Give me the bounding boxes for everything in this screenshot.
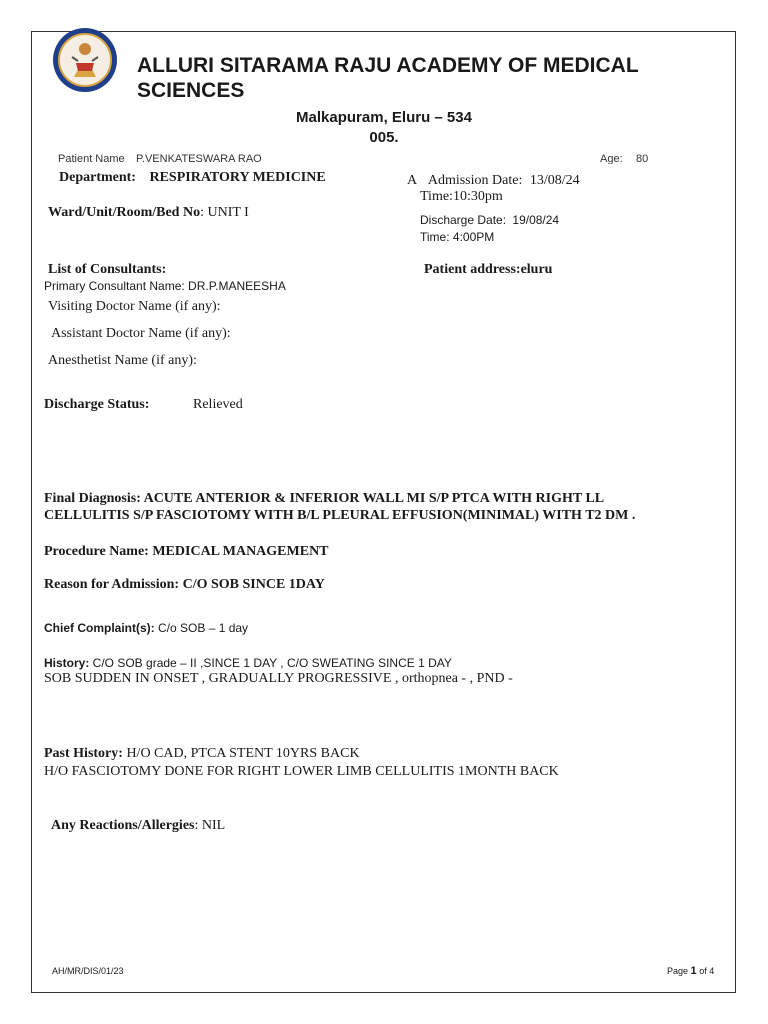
past-history-line1: H/O CAD, PTCA STENT 10YRS BACK bbox=[122, 746, 360, 761]
final-diagnosis bbox=[44, 490, 635, 524]
page-label: Page bbox=[667, 966, 689, 976]
allergies-row bbox=[51, 818, 225, 834]
ward-label: Ward/Unit/Room/Bed No bbox=[48, 205, 201, 220]
final-diagnosis-label: Final Diagnosis: bbox=[44, 491, 141, 506]
page-of-label: of bbox=[699, 966, 707, 976]
admission-time-label: Time: bbox=[420, 189, 453, 204]
procedure-label: Procedure Name: bbox=[44, 544, 149, 559]
patient-address-label: Patient address: bbox=[424, 262, 521, 277]
patient-name: P.VENKATESWARA RAO bbox=[136, 153, 262, 164]
form-code: AH/MR/DIS/01/23 bbox=[52, 966, 124, 976]
patient-address-value: eluru bbox=[520, 262, 553, 277]
admission-time: 10:30pm bbox=[452, 189, 503, 204]
admission-prefix: A bbox=[407, 173, 417, 188]
page-total: 4 bbox=[709, 966, 715, 976]
admission-date: 13/08/24 bbox=[529, 173, 580, 188]
admission-time-row bbox=[420, 189, 503, 205]
page-number bbox=[667, 965, 714, 977]
age-label: Age: bbox=[600, 153, 623, 164]
reason-value: C/O SOB SINCE 1DAY bbox=[179, 577, 325, 592]
final-diagnosis-line1: ACUTE ANTERIOR & INFERIOR WALL MI S/P PTCA WITH RIGHT LL bbox=[140, 491, 605, 506]
discharge-status-label: Discharge Status: bbox=[44, 397, 150, 412]
procedure-row bbox=[44, 544, 329, 560]
discharge-time-label: Time: bbox=[420, 230, 450, 244]
final-diagnosis-line2: CELLULITIS S/P FASCIOTOMY WITH B/L PLEURAL EFFUSION(MINIMAL) WITH T2 DM . bbox=[44, 508, 636, 523]
assistant-doctor: Assistant Doctor Name (if any): bbox=[51, 326, 231, 341]
department-value: RESPIRATORY MEDICINE bbox=[149, 170, 326, 185]
ward-value: : UNIT I bbox=[200, 205, 249, 220]
consultants-heading: List of Consultants: bbox=[48, 262, 167, 277]
history-line2: SOB SUDDEN IN ONSET , GRADUALLY PROGRESSIVE , orthopnea - , PND - bbox=[44, 671, 513, 686]
history-line1: C/O SOB grade – II ,SINCE 1 DAY , C/O SWEATING SINCE 1 DAY bbox=[89, 656, 452, 670]
discharge-time-row bbox=[420, 230, 494, 244]
discharge-time: 4:00PM bbox=[452, 230, 495, 244]
chief-complaint-label: Chief Complaint(s): bbox=[44, 621, 155, 635]
discharge-date-label: Discharge Date: bbox=[420, 213, 507, 227]
admission-date-label: Admission Date: bbox=[427, 173, 523, 188]
reason-row bbox=[44, 577, 325, 593]
institution-title-line1: ALLURI SITARAMA RAJU ACADEMY OF MEDICAL bbox=[137, 54, 639, 77]
institution-title bbox=[137, 53, 657, 103]
discharge-status-row bbox=[44, 397, 149, 413]
institution-title-line2: SCIENCES bbox=[137, 79, 245, 102]
anesthetist: Anesthetist Name (if any): bbox=[48, 353, 197, 368]
discharge-date-row bbox=[420, 213, 559, 227]
chief-complaint-row bbox=[44, 621, 248, 635]
admission-date-row bbox=[407, 173, 580, 189]
patient-name-row bbox=[57, 152, 657, 164]
patient-name-label: Patient Name bbox=[58, 153, 125, 164]
allergies-label: Any Reactions/Allergies bbox=[51, 818, 195, 833]
past-history-line2: H/O FASCIOTOMY DONE FOR RIGHT LOWER LIMB CELLULITIS 1MONTH BACK bbox=[44, 764, 559, 779]
reason-label: Reason for Admission: bbox=[44, 577, 180, 592]
procedure-value: MEDICAL MANAGEMENT bbox=[148, 544, 329, 559]
history-line1-row bbox=[44, 656, 452, 670]
primary-consultant: Primary Consultant Name: DR.P.MANEESHA bbox=[44, 279, 286, 293]
address-line1: Malkapuram, Eluru – 534 bbox=[296, 109, 472, 126]
past-history-label: Past History: bbox=[44, 746, 123, 761]
chief-complaint-value: C/o SOB – 1 day bbox=[154, 621, 249, 635]
page-current: 1 bbox=[690, 965, 697, 977]
history-label: History: bbox=[44, 656, 90, 670]
visiting-doctor: Visiting Doctor Name (if any): bbox=[48, 299, 221, 314]
ward-row bbox=[48, 205, 249, 221]
patient-address-row bbox=[424, 262, 552, 278]
allergies-value: : NIL bbox=[194, 818, 226, 833]
discharge-status-value: Relieved bbox=[193, 397, 243, 412]
age-value: 80 bbox=[636, 153, 649, 164]
department-row bbox=[59, 170, 326, 186]
department-label: Department: bbox=[59, 170, 136, 185]
address-line2: 005. bbox=[369, 129, 399, 146]
institution-address bbox=[270, 108, 498, 148]
past-history bbox=[44, 745, 559, 781]
college-emblem-icon bbox=[52, 27, 118, 93]
discharge-date: 19/08/24 bbox=[512, 213, 560, 227]
